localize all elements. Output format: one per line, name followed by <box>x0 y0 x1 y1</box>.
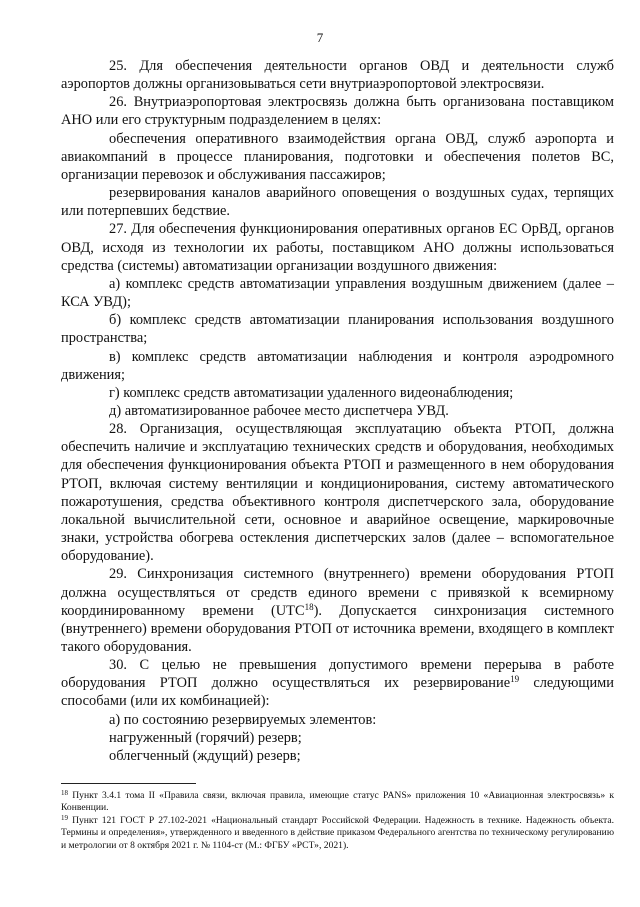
page-number: 7 <box>316 30 324 45</box>
paragraph-27-item-d: д) автоматизированное рабочее место диспетчера УВД. <box>109 402 449 419</box>
paragraph-27-item-a: а) комплекс средств автоматизации управления воздушным движением (далее – КСА УВД); <box>61 275 614 311</box>
paragraph-28: 28. Организация, осуществляющая эксплуатацию объекта РТОП, должна обеспечить наличие и эксплуатацию технических средств и оборудования, необходимых для обеспечения функционирования объекта РТОП и размещенного в нем оборудования РТОП, включая систему вентиляции и кондиционирования, систему автоматического пожаротушения, средства объективного контроля диспетчерского зала, оборудование локальной вычислительной сети, основное и аварийное освещение, маркировочные знаки, устройства обогрева остекления диспетчерских залов (далее – вспомогательное оборудование). <box>61 421 614 565</box>
footnote-divider <box>61 783 196 784</box>
footnotes <box>61 790 614 852</box>
paragraph-26-item-1: обеспечения оперативного взаимодействия органа ОВД, служб аэропорта и авиакомпаний в процессе планирования, подготовки и обеспечения полетов ВС, организации перевозок и обслуживания пассажиров; <box>61 130 614 183</box>
paragraph-29 <box>61 565 614 656</box>
paragraph-27-item-v: в) комплекс средств автоматизации наблюдения и контроля аэродромного движения; <box>61 348 614 383</box>
footnote-ref-19: 19 <box>510 674 520 685</box>
paragraph-27-item-b: б) комплекс средств автоматизации планирования использования воздушного пространства; <box>61 312 614 347</box>
paragraph-26: 26. Внутриаэропортовая электросвязь должна быть организована поставщиком АНО или его структурным подразделением в целях: <box>61 94 614 129</box>
paragraph-30-item-light: облегченный (ждущий) резерв; <box>109 747 301 764</box>
paragraph-29-part-2: ). Допускается синхронизация системного (внутреннего) времени оборудования РТОП от источника времени, входящего в комплект такого оборудования. <box>61 602 614 655</box>
paragraph-26-item-2: резервирования каналов аварийного оповещения о воздушных судах, терпящих или потерпевших бедствие. <box>61 185 614 220</box>
paragraph-30-part-1: 30. С целью не превышения допустимого времени перерыва в работе оборудования РТОП должно осуществляться их резервирование <box>61 657 614 692</box>
paragraph-27: 27. Для обеспечения функционирования оперативных органов ЕС ОрВД, органов ОВД, исходя из технологии их работы, поставщиком АНО должны использоваться средства (системы) автоматизации организации воздушного движения: <box>61 221 614 274</box>
footnote-text: Пункт 121 ГОСТ Р 27.102-2021 «Национальный стандарт Российской Федерации. Надежность в технике. Надежность объекта. Термины и определения», утвержденного и введенного в действие приказом Федерального агентства по техническому регулированию и метрологии от 8 октября 2021 г. № 1104-ст (М.: ФГБУ «РСТ», 2021). <box>61 814 614 851</box>
footnote-18 <box>61 790 614 815</box>
footnote-text: Пункт 3.4.1 тома II «Правила связи, включая правила, имеющие статус PANS» приложения 10 «Авиационная электросвязь» к Конвенции. <box>61 790 614 814</box>
footnote-ref-18: 18 <box>304 601 314 612</box>
paragraph-30 <box>61 656 614 710</box>
footnote-number: 18 <box>61 789 68 797</box>
footnote-number: 19 <box>61 813 68 822</box>
paragraph-30-item-a: а) по состоянию резервируемых элементов: <box>109 711 377 728</box>
paragraph-25: 25. Для обеспечения деятельности органов ОВД и деятельности служб аэропортов должны организовываться сети внутриаэропортовой электросвязи. <box>61 58 614 93</box>
footnote-19 <box>61 815 614 852</box>
body-text <box>61 57 614 765</box>
paragraph-30-item-loaded: нагруженный (горячий) резерв; <box>109 729 302 746</box>
paragraph-29-part-1: 29. Синхронизация системного (внутреннего) времени оборудования РТОП должна осуществляться от средств единого времени с привязкой к всемирному координированному времени (UTC <box>61 566 614 619</box>
paragraph-27-item-g: г) комплекс средств автоматизации удаленного видеонаблюдения; <box>109 384 514 401</box>
paragraph-30-part-2: следующими способами (или их комбинацией): <box>61 675 614 710</box>
